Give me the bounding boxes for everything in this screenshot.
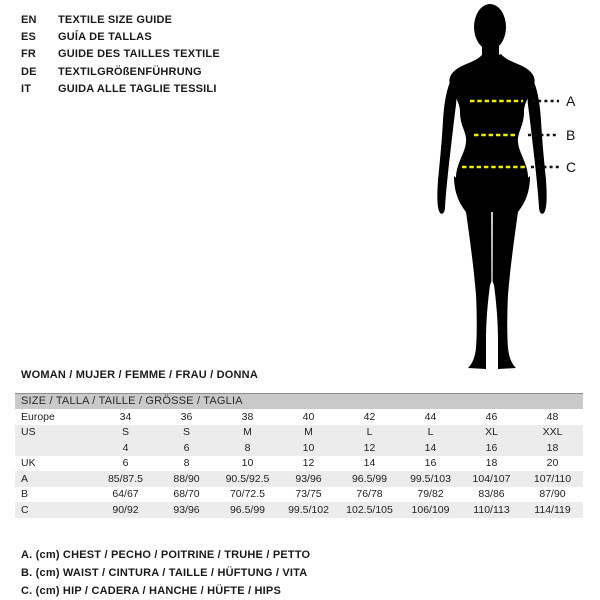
- size-table-header-row: [15, 394, 583, 410]
- cell: 48: [546, 410, 559, 423]
- lang-title: TEXTILE SIZE GUIDE: [58, 13, 173, 26]
- cell: 34: [119, 410, 132, 423]
- cell: 40: [302, 410, 315, 423]
- lang-code: IT: [21, 82, 32, 95]
- cell: XL: [461, 425, 522, 441]
- lang-title: GUÍA DE TALLAS: [58, 30, 152, 43]
- cell: 10: [278, 440, 339, 456]
- cell: S: [156, 425, 217, 441]
- cell: 70/72.5: [229, 488, 266, 500]
- cell: M: [217, 425, 278, 441]
- lang-row-it: [21, 80, 220, 97]
- lang-title: TEXTILGRÖßENFÜHRUNG: [58, 65, 202, 78]
- cell: 36: [180, 410, 193, 423]
- cell: 73/75: [295, 488, 322, 500]
- cell: S: [95, 425, 156, 441]
- cell: 90.5/92.5: [217, 471, 278, 487]
- legend-hip: C. (cm) HIP / CADERA / HANCHE / HÜFTE / HIPS: [21, 585, 281, 597]
- table-row-europe: [15, 409, 583, 425]
- leg-gap: [491, 212, 493, 285]
- cell: 8: [217, 440, 278, 456]
- cell: 107/110: [522, 471, 583, 487]
- cell: 10: [241, 457, 254, 469]
- cell: 14: [400, 440, 461, 456]
- cell: 18: [522, 440, 583, 456]
- cell: 93/96: [156, 502, 217, 518]
- cell: 79/82: [417, 488, 444, 500]
- cell: 14: [363, 457, 376, 469]
- marker-label-a: A: [566, 93, 576, 109]
- cell: 44: [424, 410, 437, 423]
- cell: 110/113: [461, 502, 522, 518]
- cell: 8: [183, 457, 190, 469]
- cell: 16: [424, 457, 437, 469]
- cell: 85/87.5: [95, 471, 156, 487]
- size-table-header: SIZE / TALLA / TAILLE / GRÖSSE / TAGLIA: [15, 394, 583, 410]
- table-row-chest: [15, 471, 583, 487]
- row-label: A: [15, 471, 95, 487]
- row-label: B: [21, 488, 29, 500]
- cell: L: [339, 425, 400, 441]
- cell: 38: [241, 410, 254, 423]
- cell: 6: [156, 440, 217, 456]
- cell: 99.5/103: [400, 471, 461, 487]
- table-row-us-numeric: [15, 440, 583, 456]
- cell: 102.5/105: [339, 502, 400, 518]
- cell: M: [278, 425, 339, 441]
- legend-waist: B. (cm) WAIST / CINTURA / TAILLE / HÜFTUNG / VITA: [21, 567, 308, 579]
- cell: 42: [363, 410, 376, 423]
- table-row-hip: [15, 502, 583, 518]
- woman-section-title: WOMAN / MUJER / FEMME / FRAU / DONNA: [21, 369, 258, 381]
- cell: 4: [95, 440, 156, 456]
- ankle-gap: [487, 338, 497, 369]
- cell: 83/86: [478, 488, 505, 500]
- cell: 114/119: [522, 502, 583, 518]
- lang-code: EN: [21, 13, 37, 26]
- cell: 46: [485, 410, 498, 423]
- cell: 12: [302, 457, 315, 469]
- lang-row-fr: [21, 46, 220, 63]
- cell: 90/92: [95, 502, 156, 518]
- silhouette-right-arm: [528, 82, 547, 214]
- lang-title: GUIDE DES TAILLES TEXTILE: [58, 48, 220, 61]
- row-label: C: [15, 502, 95, 518]
- cell: XXL: [522, 425, 583, 441]
- lang-code: DE: [21, 65, 37, 78]
- cell: 88/90: [156, 471, 217, 487]
- cell: 93/96: [278, 471, 339, 487]
- table-row-waist: [15, 487, 583, 503]
- cell: 96.5/99: [339, 471, 400, 487]
- measurement-legend: [21, 546, 310, 600]
- size-table: [15, 393, 583, 518]
- female-silhouette: [437, 4, 546, 369]
- cell: 64/67: [112, 488, 139, 500]
- lang-code: FR: [21, 48, 37, 61]
- row-label: [15, 440, 95, 456]
- cell: 20: [546, 457, 559, 469]
- silhouette-left-arm: [437, 82, 456, 214]
- marker-label-b: B: [566, 127, 576, 143]
- cell: 96.5/99: [217, 502, 278, 518]
- cell: 99.5/102: [278, 502, 339, 518]
- female-silhouette-svg: [420, 0, 600, 375]
- lang-row-es: [21, 28, 220, 45]
- cell: 6: [122, 457, 129, 469]
- legend-chest: A. (cm) CHEST / PECHO / POITRINE / TRUHE / PETTO: [21, 549, 311, 561]
- cell: 76/78: [356, 488, 383, 500]
- cell: 12: [339, 440, 400, 456]
- cell: 104/107: [461, 471, 522, 487]
- lang-code: ES: [21, 30, 37, 43]
- cell: 106/109: [400, 502, 461, 518]
- language-title-list: [21, 11, 220, 97]
- table-row-us-letter: [15, 425, 583, 441]
- cell: 16: [461, 440, 522, 456]
- measurement-figure: [420, 0, 600, 375]
- row-label: UK: [21, 457, 36, 469]
- marker-label-c: C: [566, 159, 577, 175]
- cell: L: [400, 425, 461, 441]
- cell: 68/70: [173, 488, 200, 500]
- cell: 87/90: [539, 488, 566, 500]
- lang-row-en: [21, 11, 220, 28]
- row-label: Europe: [21, 410, 55, 423]
- table-row-uk: [15, 456, 583, 472]
- lang-row-de: [21, 63, 220, 80]
- row-label: US: [15, 425, 95, 441]
- lang-title: GUIDA ALLE TAGLIE TESSILI: [58, 82, 217, 95]
- cell: 18: [485, 457, 498, 469]
